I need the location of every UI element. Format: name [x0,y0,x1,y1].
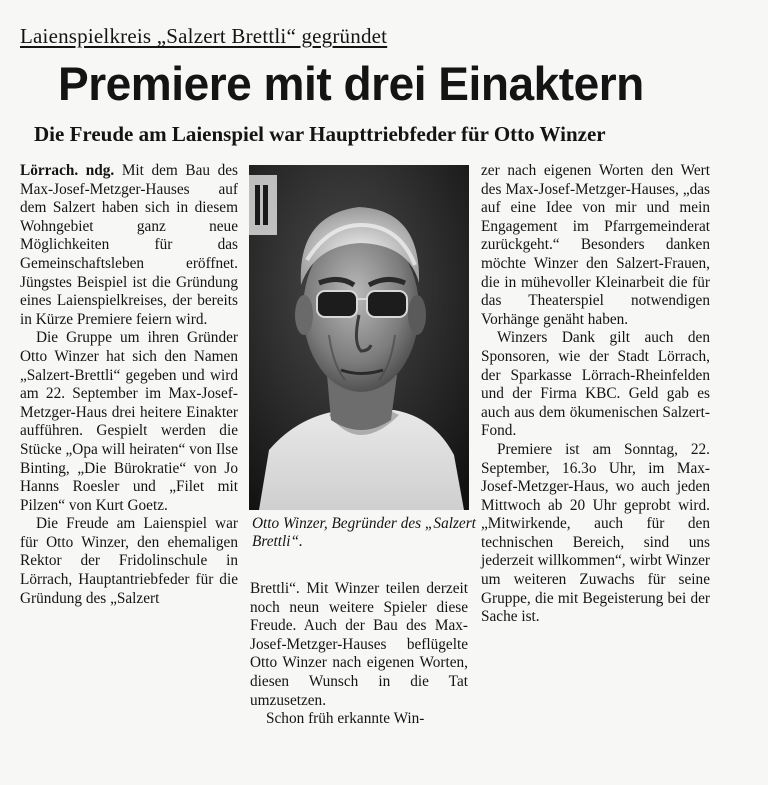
column-1-paragraph-2: Die Gruppe um ihren Gründer Otto Winzer hat sich den Namen „Salzert-Brettli“ gegeben und wird am 22. September im Max-Josef-Metzger-Haus drei heitere Einakter aufführen. Gespielt werden die Stücke „Opa will heiraten“ von Ilse Binting, „Die Bürokratie“ von Jo Hanns Roesler und „Filet mit Pilzen“ von Kurt Goetz. [20,329,238,514]
photo-caption: Otto Winzer, Begründer des „Salzert Brettli“. [252,515,476,550]
article-kicker: Laienspielkreis „Salzert Brettli“ gegründet [20,24,388,48]
column-1-paragraph-1-text: Mit dem Bau des Max-Josef-Metzger-Hauses auf dem Salzert haben sich in diesem Wohngebiet ganz neue Möglichkeiten für das Gemeinschaftsleben eröffnet. Jüngstes Beispiel ist die Gründung eines Laienspielkreises, der bereits in Kürze Premiere feiern wird. [20,162,238,328]
column-3-paragraph-1: zer nach eigenen Worten den Wert des Max-Josef-Metzger-Hauses, „das auf eine Idee von mir und mein Engagement im Pfarrgemeinderat zurückgeht.“ Besonders danken möchte Winzer den Salzert-Frauen, die in mühevoller Kleinarbeit die für das Theaterspiel notwendigen Vorhänge genäht haben. [481,162,710,328]
column-1-paragraph-3: Die Freude am Laienspiel war für Otto Winzer, den ehemaligen Rektor der Fridolinschule in Lörrach, Hauptantriebfeder für die Gründung des „Salzert [20,515,238,607]
text-column-2 [250,580,468,729]
text-column-3 [481,162,710,627]
portrait-photo [249,165,469,510]
text-column-1 [20,162,238,608]
portrait-photo-image [249,165,469,510]
article-headline: Premiere mit drei Einaktern [58,57,644,110]
dateline: Lörrach. ndg. [20,162,115,179]
column-2-paragraph-2: Schon früh erkannte Win- [266,710,425,728]
column-2-paragraph-1: Brettli“. Mit Winzer teilen derzeit noch neun weitere Spieler diese Freude. Auch der Bau des Max-Josef-Metzger-Hauses beflügelte Otto Winzer nach eigenen Worten, diesen Wunsch in die Tat umzusetzen. [250,580,468,709]
column-3-paragraph-3: Premiere ist am Sonntag, 22. September, 16.3o Uhr, im Max-Josef-Metzger-Haus, wo auch jeden Mittwoch ab 20 Uhr geprobt wird. „Mitwirkende, auch für den technischen Bereich, sind uns jederzeit willkommen“, wirbt Winzer um weiteren Zuwachs für seine Gruppe, die mit Begeisterung bei der Sache ist. [481,440,710,626]
column-3-paragraph-2: Winzers Dank gilt auch den Sponsoren, wie der Stadt Lörrach, der Sparkasse Lörrach-Rheinfelden und der Firma KBC. Geld gab es auch aus dem ökumenischen Salzert-Fond. [481,329,710,440]
column-1-paragraph-1 [20,162,238,329]
article-subheadline: Die Freude am Laienspiel war Haupttriebfeder für Otto Winzer [34,122,606,146]
